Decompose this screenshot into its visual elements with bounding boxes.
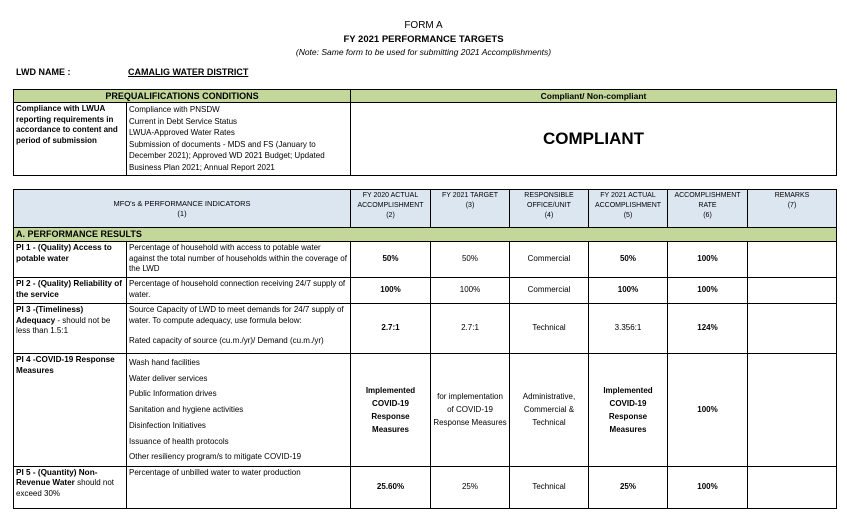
- prequal-item: LWUA-Approved Water Rates: [129, 128, 235, 137]
- prequal-item: Compliance with PNSDW: [129, 105, 220, 114]
- cell-remarks: [748, 278, 837, 304]
- table-row: [14, 466, 837, 508]
- pi-desc-line: Percentage of household with access to potable water against the total number of households within the coverage of the LWD: [129, 243, 347, 273]
- header-remarks-label: REMARKS: [774, 192, 810, 199]
- header-target: [431, 190, 510, 228]
- cell-rate: 100%: [668, 278, 748, 304]
- header-fy2020-label: FY 2020 ACTUAL ACCOMPLISHMENT: [357, 192, 424, 209]
- cell-actual: 50%: [589, 242, 668, 278]
- header-target-num: (3): [465, 202, 475, 209]
- page-title: FY 2021 PERFORMANCE TARGETS: [343, 34, 504, 45]
- header-office-num: (4): [544, 212, 554, 219]
- pi-indicator: [14, 242, 127, 278]
- header-target-label: FY 2021 TARGET: [441, 192, 499, 199]
- pi-desc-line: Public Information drives: [129, 389, 217, 399]
- cell-actual: 3.356:1: [589, 304, 668, 354]
- pi-name: PI 3 -(Timeliness) Adequacy: [16, 305, 84, 325]
- pi-indicator: [14, 278, 127, 304]
- pi-note: - should not be less than 1.5:1: [16, 315, 111, 335]
- cell-fy2020: 2.7:1: [351, 304, 431, 354]
- pi-description: [127, 278, 351, 304]
- pi-desc-line: Wash hand facilities: [129, 358, 200, 367]
- pi-desc-line: Rated capacity of source (cu.m./yr)/ Demand (cu.m./yr): [129, 336, 324, 345]
- pi-indicator: [14, 304, 127, 354]
- cell-fy2020: 25.60%: [351, 466, 431, 508]
- header-remarks: [748, 190, 837, 228]
- header-remarks-num: (7): [787, 202, 797, 209]
- lwd-name-label: LWD NAME :: [16, 67, 71, 77]
- cell-target: 25%: [431, 466, 510, 508]
- pi-name: PI 2 - (Quality) Reliability of the service: [16, 279, 122, 299]
- header-fy2020-num: (2): [386, 212, 395, 219]
- pi-desc-line: [129, 326, 348, 336]
- pi-desc-line: Water deliver services: [129, 373, 208, 383]
- table-row: [14, 304, 837, 354]
- pi-indicator: [14, 466, 127, 508]
- pi-name: PI 5 - (Quantity) Non-Revenue Water: [16, 467, 98, 488]
- cell-office: Technical: [510, 304, 589, 354]
- compliance-heading: Compliant/ Non-compliant: [351, 90, 837, 103]
- cell-rate: 100%: [668, 466, 748, 508]
- header-rate: [668, 190, 748, 228]
- cell-target: 100%: [431, 278, 510, 304]
- lwd-name-value: CAMALIG WATER DISTRICT: [128, 67, 249, 77]
- cell-fy2020: 50%: [351, 242, 431, 278]
- cell-remarks: [748, 354, 837, 467]
- pi-desc-line: Sanitation and hygiene activities: [129, 405, 244, 415]
- cell-rate: 100%: [668, 354, 748, 467]
- header-actual-label: FY 2021 ACTUAL ACCOMPLISHMENT: [594, 192, 662, 209]
- prequal-item: Submission of documents - MDS and FS (January to December 2021); Approved WD 2021 Budget; Updated Business Plan 2021; Annual Report 2021: [129, 139, 325, 172]
- header-mfo-label: MFO's & PERFORMANCE INDICATORS: [113, 198, 251, 208]
- header-mfo-num: (1): [177, 208, 187, 218]
- cell-remarks: [748, 466, 837, 508]
- compliance-status: COMPLIANT: [351, 103, 837, 176]
- pi-desc-line: Disinfection Initiatives: [129, 420, 206, 430]
- form-note: (Note: Same form to be used for submitting 2021 Accomplishments): [295, 47, 552, 57]
- cell-office: Administrative, Commercial & Technical: [510, 354, 589, 467]
- pi-name: PI 4 -COVID-19 Response Measures: [16, 355, 115, 375]
- pi-description: [127, 354, 351, 467]
- header-actual-num: (5): [623, 212, 633, 219]
- header-rate-num: (6): [703, 212, 712, 219]
- pi-desc-line: Source Capacity of LWD to meet demands for 24/7 supply of water. To compute adequacy, use formula below:: [129, 305, 344, 325]
- pi-desc-line: Percentage of household connection receiving 24/7 supply of water.: [129, 279, 346, 299]
- cell-actual: 25%: [589, 466, 668, 508]
- prequal-items: [127, 103, 351, 176]
- cell-target: 2.7:1: [431, 304, 510, 354]
- pi-name: PI 1 - (Quality) Access to potable water: [16, 243, 112, 263]
- cell-target: 50%: [431, 242, 510, 278]
- pi-description: [127, 466, 351, 508]
- pi-desc-line: Other resiliency program/s to mitigate COVID-19: [129, 452, 302, 462]
- cell-actual: 100%: [589, 278, 668, 304]
- cell-target: for implementation of COVID-19 Response Measures: [431, 354, 510, 467]
- pi-indicator: [14, 354, 127, 467]
- header-actual: [589, 190, 668, 228]
- cell-remarks: [748, 242, 837, 278]
- cell-fy2020: 100%: [351, 278, 431, 304]
- prequal-heading: PREQUALIFICATIONS CONDITIONS: [14, 90, 351, 103]
- header-mfo: [14, 190, 351, 228]
- prequal-item: Current in Debt Service Status: [129, 116, 238, 126]
- cell-rate: 124%: [668, 304, 748, 354]
- table-row: [14, 354, 837, 467]
- header-rate-label: ACCOMPLISHMENT RATE: [674, 192, 741, 209]
- header-office: [510, 190, 589, 228]
- cell-office: Commercial: [510, 278, 589, 304]
- table-row: [14, 242, 837, 278]
- prequal-requirement: Compliance with LWUA reporting requirements in accordance to content and period of submission: [14, 103, 127, 176]
- cell-actual: Implemented COVID-19 Response Measures: [589, 354, 668, 467]
- pi-description: [127, 304, 351, 354]
- pi-desc-line: Percentage of unbilled water to water production: [129, 467, 301, 477]
- pi-description: [127, 242, 351, 278]
- prequal-table: [13, 89, 837, 176]
- pi-desc-line: Issuance of health protocols: [129, 436, 229, 446]
- table-row: [14, 278, 837, 304]
- form-label: FORM A: [404, 20, 443, 31]
- cell-fy2020: Implemented COVID-19 Response Measures: [351, 354, 431, 467]
- cell-office: Commercial: [510, 242, 589, 278]
- cell-office: Technical: [510, 466, 589, 508]
- pi-note: should not exceed 30%: [16, 478, 114, 498]
- header-office-label: RESPONSIBLE OFFICE/UNIT: [524, 192, 574, 209]
- performance-table: [13, 189, 837, 509]
- cell-remarks: [748, 304, 837, 354]
- header-fy2020: [351, 190, 431, 228]
- cell-rate: 100%: [668, 242, 748, 278]
- section-performance-results: A. PERFORMANCE RESULTS: [14, 228, 837, 242]
